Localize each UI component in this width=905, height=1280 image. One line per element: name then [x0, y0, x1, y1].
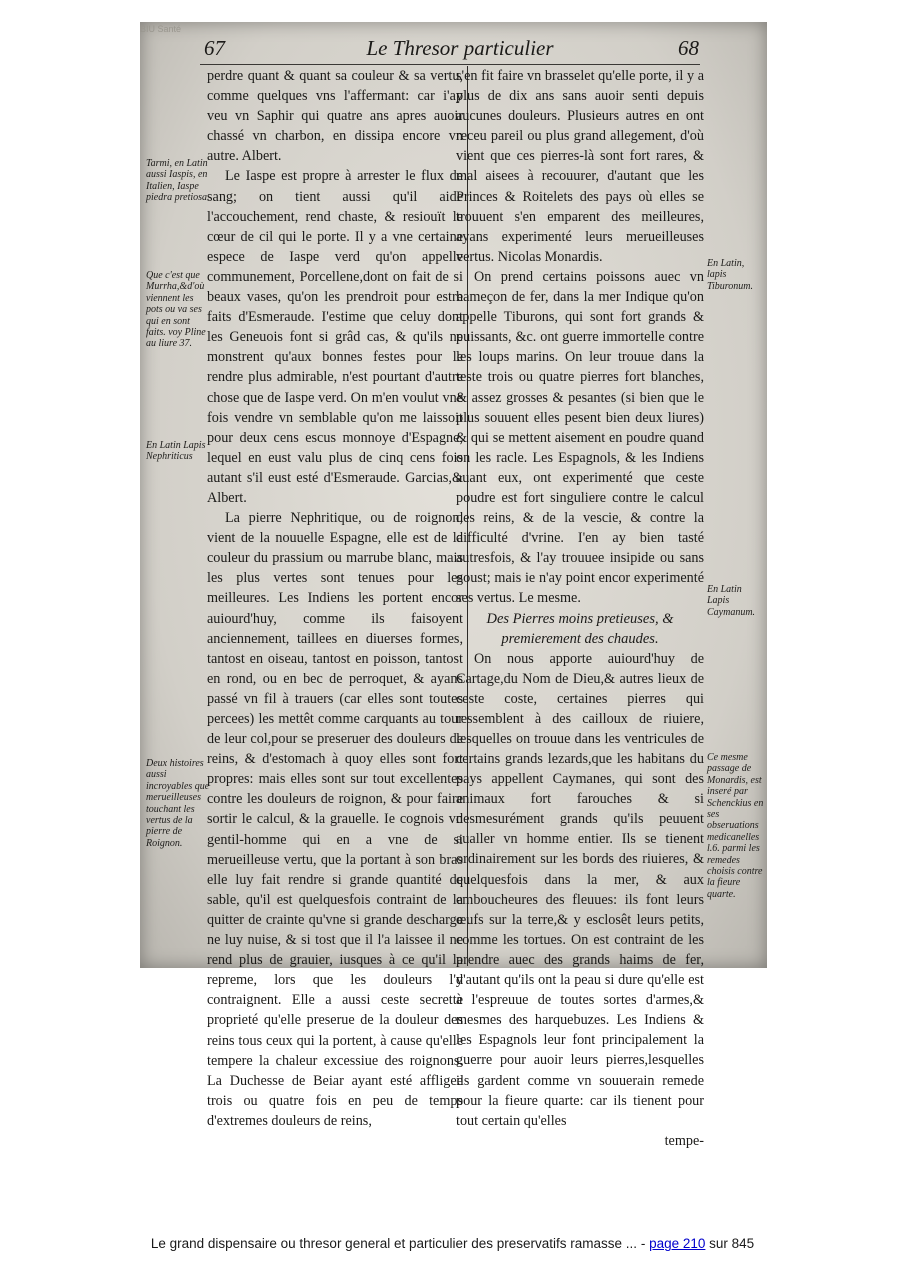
right-text-column — [456, 66, 704, 1151]
page-link[interactable]: page 210 — [649, 1236, 706, 1251]
header-rule — [200, 64, 700, 65]
paragraph: On prend certains poissons auec vn hameçon de fer, dans la mer Indique qu'on appelle Tiburons, qui sont fort grands & puissants, &c. ont guerre immortelle contre les loups marins. On leur trouue dans la teste trois ou quatre pierres fort blanches, & assez grosses & pesantes (si bien que le plus souuent elles pesent bien deux liures) & qui se mettent aisement en poudre quand on les racle. Les Espagnols, & les Indiens auant eux, ont experimenté que ceste poudre est fort singuliere contre le calcul des reins, & de la vescie, & contre la difficulté d'vrine. I'en ay bien tasté autresfois, & l'ay trouuee insipide ou sans goust; mais ie n'ay point encor experimenté ses vertus. Le mesme. — [456, 268, 704, 607]
margin-note-right-2: En Latin Lapis Caymanum. — [707, 584, 756, 618]
paragraph: perdre quant & quant sa couleur & sa vertu, comme quelques vns l'affermant: car i'ay veu vn Saphir qui quatre ans apres auoir chassé vn charbon, en dissipa encore vn autre. Albert. — [207, 68, 463, 165]
left-text-column — [207, 66, 463, 1131]
paragraph: La pierre Nephritique, ou de roignon, vient de la nouuelle Espagne, elle est de la couleur du prassium ou marrube blanc, mais les plus vertes sont tenues pour les meilleures. Les Indiens les portent encor auiourd'huy, comme ils faisoyent anciennement, taillees en diuerses formes, tantost en oiseau, tantost en poisson, tantost en rond, ou en bec de perroquet, & ayans passé vn fil à trauers (car elles sont toutes percees) les mettêt comme carquants au tour de leur col,pour se preseruer des douleurs de reins, & d'estomach à quoy elles sont fort propres: mais elles sont sur tout excellentes contre les douleurs de roignon, & pour faire sortir le calcul, & la grauelle. Ie cognois vn gentil-homme qui en a vne de si merueilleuse vertu, que la portant à son bras elle luy fait rendre si grande quantité de sable, qu'il est quelquesfois contraint de la quitter de crainte qu'vne si grande descharge ne luy nuise, & si tost que il l'a laissee il ne rend plus de grauier, iusques à ce qu'il la repreme, lors que les douleurs l'y contraignent. Elle a aussi ceste secrette proprieté qu'elle preserue de la douleur des reins tous ceux qui la portent, à cause qu'elle tempere la chaleur excessiue des roignons. La Duchesse de Beiar ayant esté affligee trois ou quatre fois en peu de temps d'extremes douleurs de reins, — [207, 510, 463, 1129]
margin-note-right-3: Ce mesme passage de Monardis, est inseré par Schenckius en ses obseruations medicanelles l.6. parmi les remedes choisis contre la fieure quarte. — [707, 752, 764, 900]
paragraph: On nous apporte auiourd'huy de Cartage,du Nom de Dieu,& autres lieux de ceste coste, certaines pierres qui ressemblent à des cailloux de riuiere, lesquelles on trouue dans les ventricules de certains grands lezards,que les habitans du pays appellent Caymanes, qui sont des animaux fort farouches & si desmesurément grands qu'ils peuuent aualler vn homme entier. Ils se tienent ordinairement sur les bords des riuieres, & quelquesfois dans la mer, & aux emboucheures des fleuues: ils font leurs œufs sur la terre,& y esclosêt leurs petits, comme les tortues. On est contraint de les prendre auec des grands haims de fer, d'autant qu'ils ont la peau si dure qu'elle est à l'espreuue de toutes sortes d'armes,& mesmes des harquebuzes. Les Indiens & les Espagnols leur font principalement la guerre pour auoir leurs pierres,lesquelles ils gardent comme vn souuerain remede pour la fieure quarte: car ils tienent pour tout certain qu'elles — [456, 650, 704, 1129]
paragraph: Le Iaspe est propre à arrester le flux de sang; on tient aussi qu'il aide l'accouchement, rend chaste, & resiouït le cœur de cil qui le porte. Il y a vne certaine espece de Iaspe verd qu'on appelle communement, Porcellene,dont on fait de si beaux vases, qu'on les prendroit pour estre faits d'Esmeraude. I'estime que celuy dont les Geneuois font si grâd cas, & qu'ils ne monstrent qu'aux bonnes festes pour le rendre plus admirable, n'est pourtant d'autre chose que de Iaspe verd. On m'en voulut vne fois vendre vn semblable qu'on me laissoit pour deux cens escus monnoye d'Espagne, lequel en eust valu plus de cinq cens fois autant s'il eust esté d'Esmeraude. Garcias,& Albert. — [207, 168, 463, 506]
margin-note-left-3: En Latin Lapis Nephriticus — [146, 440, 206, 463]
paragraph: s'en fit faire vn brasselet qu'elle porte, il y a plus de dix ans sans auoir senti depuis aucunes douleurs. Plusieurs autres en ont receu pareil ou plus grand allegement, d'où vient que ces pierres-là sont fort rares, & mal aisees à recouurer, d'autant que les Princes & Roitelets des pays où elles se trouuent s'en emparent des meilleures, ayans experimenté leurs merueilleuses vertus. Nicolas Monardis. — [456, 68, 704, 265]
caption-separator: - — [637, 1236, 650, 1251]
catchword: tempe- — [664, 1132, 704, 1149]
margin-note-left-2: Que c'est que Murrha,&d'où viennent les pots ou va ses qui en sont faits. voy Pline au liure 37. — [146, 270, 206, 350]
page-number-right: 68 — [678, 36, 699, 60]
page-caption — [0, 1236, 905, 1251]
page-number-left: 67 — [204, 36, 225, 60]
watermark: BIU Santé — [140, 24, 182, 34]
page-total: sur 845 — [705, 1236, 755, 1251]
running-title: Le Thresor particulier — [366, 36, 554, 60]
margin-note-left-4: Deux histoires aussi incroyables que merueilleuses touchant les vertus de la pierre de Roignon. — [146, 758, 210, 849]
margin-note-left-1: Tarmi, en Latin aussi Iaspis, en Italien, Iaspe piedra pretiosa. — [146, 158, 210, 204]
margin-note-right-1: En Latin, lapis Tiburonum. — [707, 258, 754, 292]
section-heading: Des Pierres moins pretieuses, & premierement des chaudes. — [486, 610, 674, 647]
book-title: Le grand dispensaire ou thresor general et particulier des preservatifs ramasse ... — [150, 1236, 638, 1251]
scanned-page — [140, 22, 767, 1149]
